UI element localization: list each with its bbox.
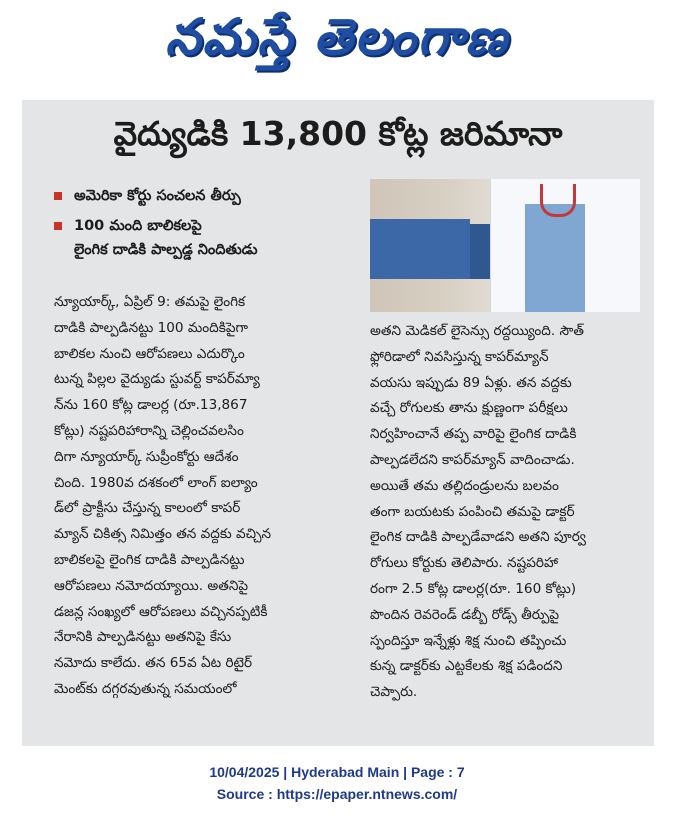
- text-line: బాలికలపై లైంగిక దాడికి పాల్పడినట్టు: [54, 551, 245, 568]
- text-line: డ్‌లో ప్రాక్టీసు చేస్తున్న కాలంలో కాపర్: [54, 500, 241, 517]
- newspaper-logo: నమస్తే తెలంగాణ: [165, 8, 509, 66]
- text-line: మ్యాన్ చికిత్స నిమిత్తం తన వద్దకు వచ్చిన: [54, 526, 272, 543]
- bullet-text: లైంగిక దాడికి పాల్పడ్డ నిందితుడు: [74, 242, 258, 258]
- text-line: దాడికి పాల్పడినట్టు 100 మందికిపైగా: [54, 319, 249, 336]
- text-line: చెప్పారు.: [370, 684, 418, 701]
- text-line: ఫ్లోరిడాలో నివసిస్తున్న కాపర్‌మ్యాన్: [370, 348, 549, 365]
- edition-info: 10/04/2025 | Hyderabad Main | Page : 7: [209, 764, 465, 780]
- text-line: వచ్చే రోగులకు తాను క్షుణ్ణంగా పరీక్షలు: [370, 400, 568, 417]
- text-line: టున్న పిల్లల వైద్యుడు స్టువర్ట్ కాపర్‌మ్యా: [54, 371, 260, 388]
- doctor-photo: [370, 179, 640, 312]
- masthead: [0, 0, 674, 92]
- text-line: స్పందిస్తూ ఇన్నేళ్లు శిక్ష నుంచి తప్పించు: [370, 632, 567, 649]
- text-line: నమోదు కాలేదు. తన 65వ ఏట రిటైర్: [54, 655, 253, 672]
- bullet-item: [54, 184, 384, 208]
- text-line: రోగులు కోర్టుకు తెలిపారు. నష్టపరిహా: [370, 555, 559, 572]
- article-panel: [22, 100, 654, 746]
- text-line: బాలికల నుంచి ఆరోపణలు ఎదుర్కొం: [54, 345, 245, 362]
- article-headline: వైద్యుడికి 13,800 కోట్ల జరిమానా: [113, 114, 563, 153]
- text-line: న్యూయార్క్, ఏప్రిల్ 9: తమపై లైంగిక: [54, 294, 246, 310]
- bullet-item: [54, 214, 384, 262]
- text-line: న్‌ను 160 కోట్ల డాలర్ల (రూ.13,867: [54, 397, 248, 414]
- text-line: నిర్వహించానే తప్ప వారిపై లైంగిక దాడికి: [370, 426, 577, 443]
- text-line: అతని మెడికల్ లైసెన్సు రద్దయ్యింది. సౌత్: [370, 323, 584, 339]
- photo-scrubs-shape: [525, 204, 585, 312]
- text-line: రంగా 2.5 కోట్ల డాలర్ల(రూ. 160 కోట్లు): [370, 580, 577, 597]
- text-line: వయసు ఇప్పుడు 89 ఏళ్లు. తన వద్దకు: [370, 374, 572, 391]
- text-line: నేరానికి పాల్పడినట్టు అతనిపై కేసు: [54, 629, 232, 646]
- text-line: పాల్పడలేదని కాపర్‌మ్యాన్ వాదించాడు.: [370, 451, 575, 468]
- article-column-1: [54, 290, 370, 703]
- text-line: పొందిన రెవరెండ్ డబ్బీ రోడ్స్ తీర్పుపై: [370, 606, 560, 623]
- photo-shelf-shape: [370, 219, 470, 279]
- bullet-text: అమెరికా కోర్టు సంచలన తీర్పు: [74, 188, 241, 204]
- text-line: కున్న డాక్టర్‌కు ఎట్టకేలకు శిక్ష పడిందని: [370, 658, 563, 675]
- text-line: డజన్ల సంఖ్యలో ఆరోపణలు వచ్చినప్పటికీ: [54, 603, 268, 620]
- bullet-square-icon: [54, 192, 62, 200]
- bullet-text: 100 మంది బాలికలపై: [74, 218, 202, 234]
- text-line: కోట్లు) నష్టపరిహారాన్ని చెల్లించవలసిం: [54, 422, 244, 439]
- text-line: ఆరోపణలు నమోదయ్యాయి. అతనిపై: [54, 577, 249, 594]
- highlight-bullets: [54, 184, 384, 268]
- text-line: అయితే తమ తల్లిదండ్రులను బలవం: [370, 477, 559, 494]
- text-line: మెంట్‌కు దగ్గరవుతున్న సమయంలో: [54, 680, 237, 697]
- text-line: దిగా న్యూయార్క్ సుప్రీంకోర్టు ఆదేశం: [54, 448, 239, 465]
- bullet-square-icon: [54, 222, 62, 230]
- source-link[interactable]: Source : https://epaper.ntnews.com/: [216, 786, 458, 802]
- article-column-2: [370, 319, 640, 706]
- text-line: లైంగిక దాడికి పాల్పడేవాడని అతని పూర్వ: [370, 529, 587, 546]
- text-line: చింది. 1980వ దశకంలో లాంగ్ ఐల్యాం: [54, 474, 258, 491]
- stethoscope-icon: [540, 184, 576, 217]
- text-line: తంగా బయటకు పంపించి తమపై డాక్టర్: [370, 503, 575, 520]
